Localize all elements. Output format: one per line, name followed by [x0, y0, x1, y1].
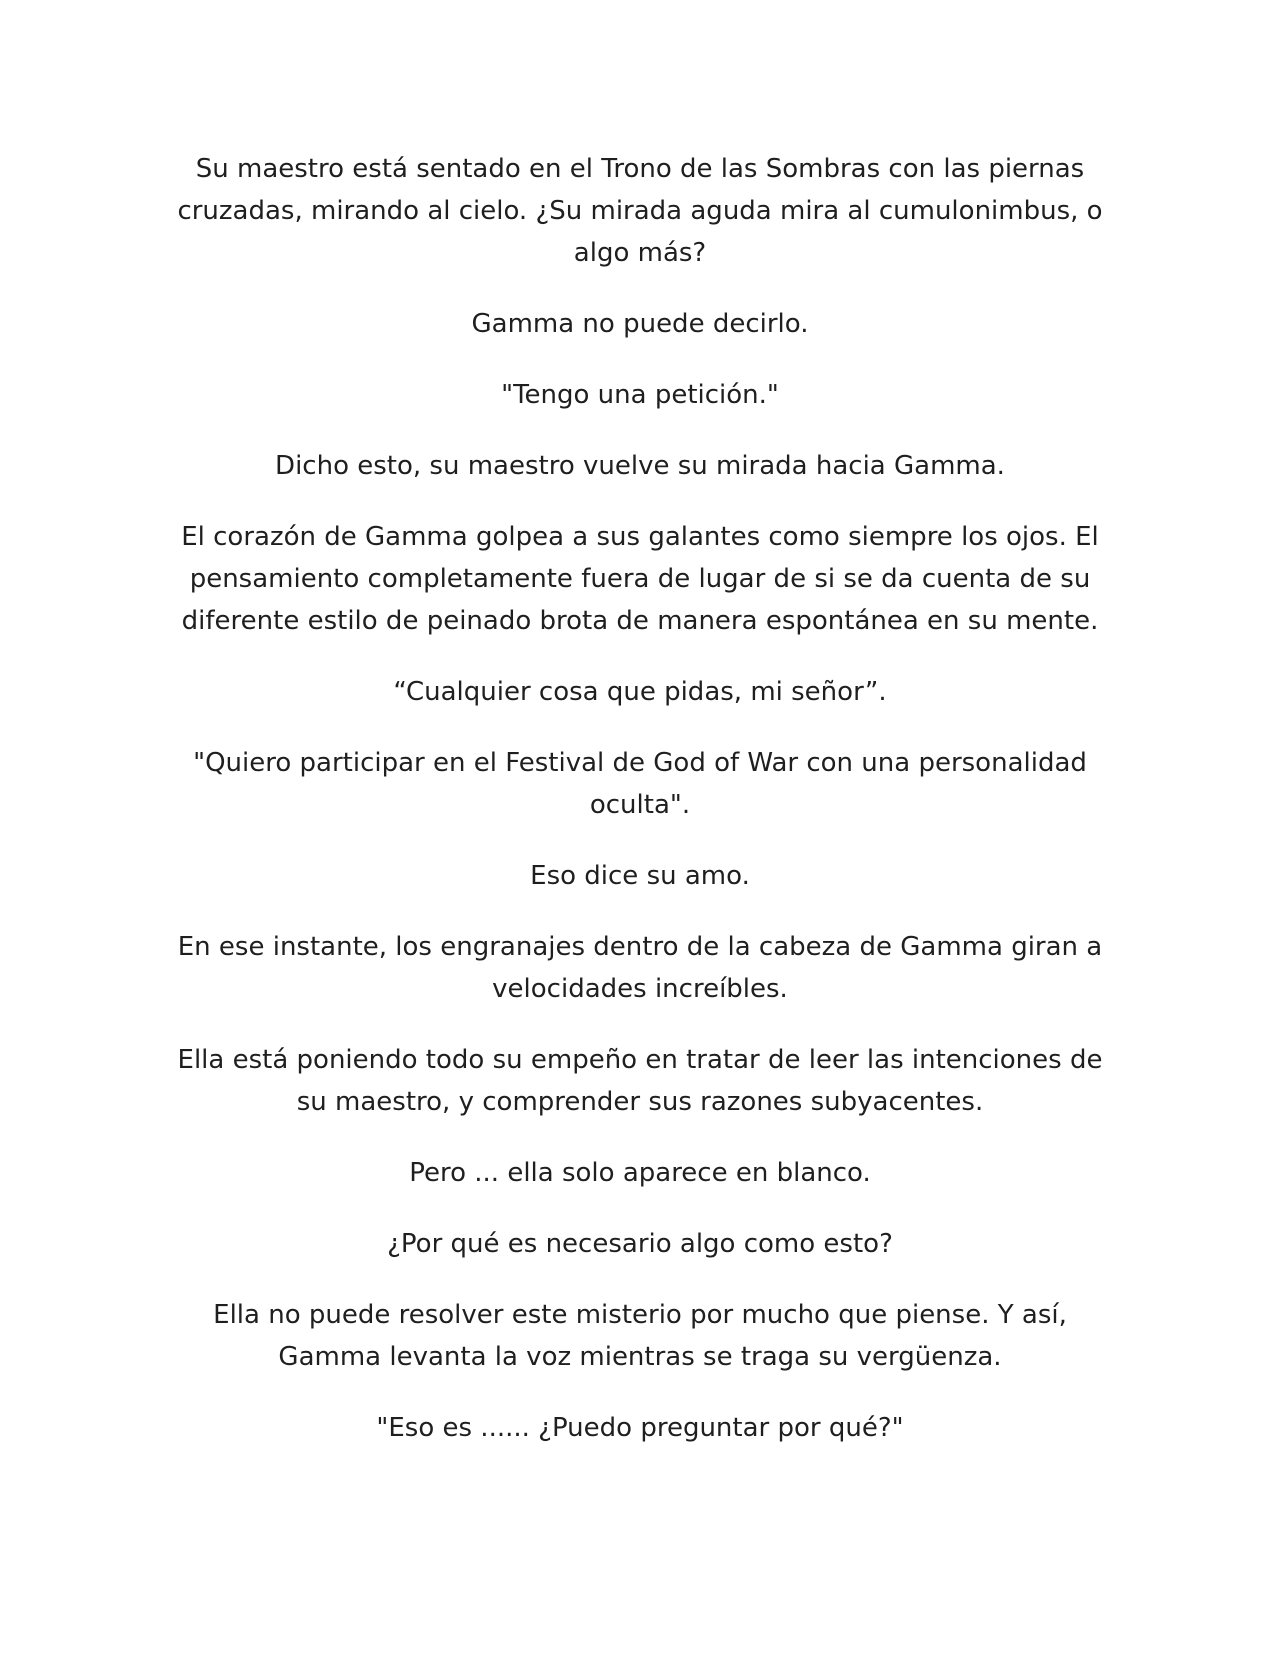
paragraph-5: El corazón de Gamma golpea a sus galantes como siempre los ojos. El pensamiento completamente fuera de lugar de si se da cuenta de su diferente estilo de peinado brota de manera espontánea en su mente. [181, 522, 1099, 636]
paragraph-10: Ella está poniendo todo su empeño en tratar de leer las intenciones de su maestro, y comprender sus razones subyacentes. [177, 1045, 1103, 1117]
paragraph-3: "Tengo una petición." [501, 380, 779, 410]
paragraph-7: "Quiero participar en el Festival de God of War con una personalidad oculta". [193, 748, 1087, 820]
paragraph-6: “Cualquier cosa que pidas, mi señor”. [393, 677, 887, 707]
text-column [168, 148, 1112, 1478]
paragraph-14: "Eso es ...... ¿Puedo preguntar por qué?" [376, 1413, 904, 1443]
paragraph-12: ¿Por qué es necesario algo como esto? [387, 1229, 893, 1259]
paragraph-13: Ella no puede resolver este misterio por mucho que piense. Y así, Gamma levanta la voz mientras se traga su vergüenza. [213, 1300, 1067, 1372]
paragraph-4: Dicho esto, su maestro vuelve su mirada hacia Gamma. [275, 451, 1005, 481]
paragraph-2: Gamma no puede decirlo. [471, 309, 809, 339]
paragraph-1: Su maestro está sentado en el Trono de las Sombras con las piernas cruzadas, mirando al cielo. ¿Su mirada aguda mira al cumulonimbus, o algo más? [177, 154, 1103, 268]
paragraph-8: Eso dice su amo. [530, 861, 750, 891]
paragraph-11: Pero ... ella solo aparece en blanco. [409, 1158, 871, 1188]
paragraph-9: En ese instante, los engranajes dentro de la cabeza de Gamma giran a velocidades increíbles. [177, 932, 1103, 1004]
